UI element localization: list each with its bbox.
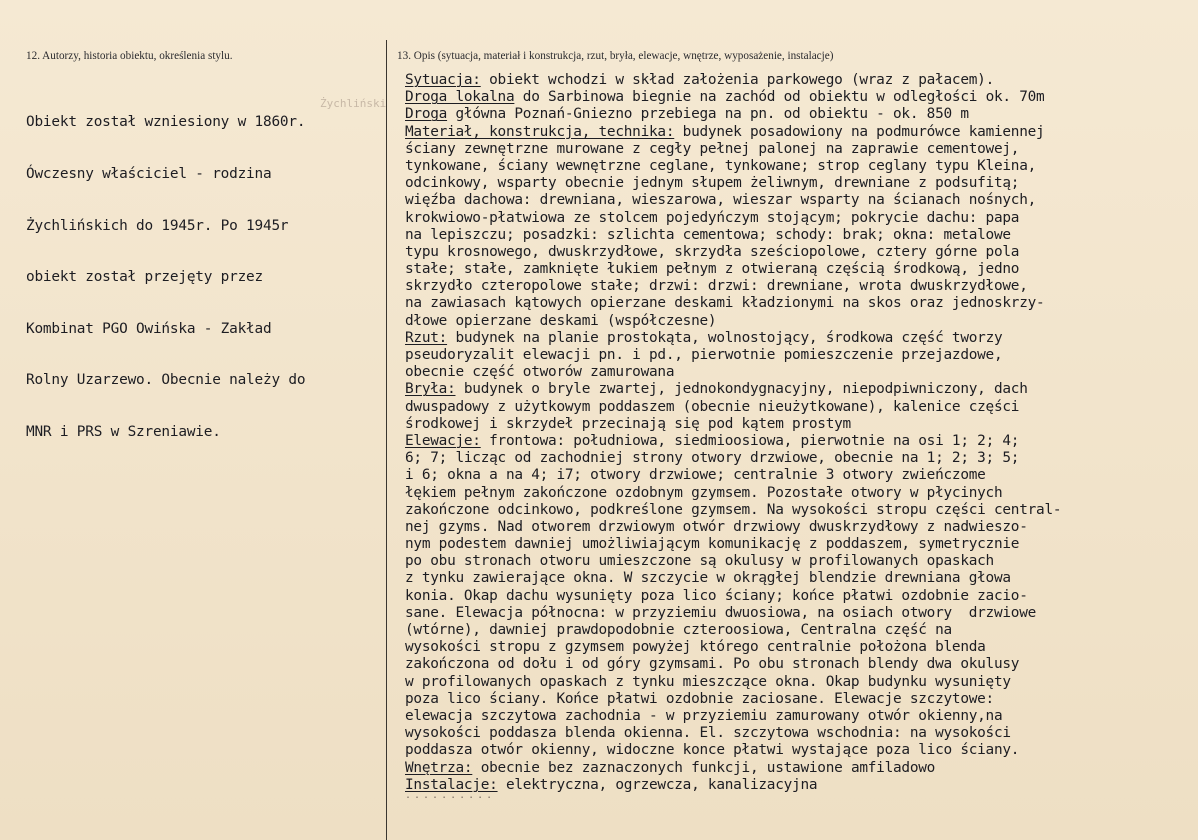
description-line	[405, 399, 1185, 416]
description-text-run: nej gzyms. Nad otworem drzwiowym otwór drzwiowy dwuskrzydłowy z nadwieszo-	[405, 518, 1028, 535]
description-line	[405, 381, 1185, 398]
description-line	[405, 313, 1185, 330]
authors-history-text	[26, 80, 366, 476]
dotted-leader: ..........	[405, 790, 496, 801]
description-line	[405, 330, 1185, 347]
description-text-run: zakończona od dołu i od góry gzymsami. Po obu stronach blendy dwa okulusy	[405, 656, 1020, 673]
description-line	[405, 553, 1185, 570]
description-line	[405, 347, 1185, 364]
description-line	[405, 210, 1185, 227]
description-text-run: na zawiasach kątowych opierzane deskami kładzionymi na skos oraz jednoskrzy-	[405, 295, 1045, 312]
section-12-heading: 12. Autorzy, historia obiektu, określenia stylu.	[26, 50, 233, 62]
description-line	[405, 536, 1185, 553]
section-label: Droga	[405, 106, 448, 123]
section-label: Materiał, konstrukcja, technika:	[405, 123, 675, 140]
description-text-run: więźba dachowa: drewniana, wieszarowa, wieszar wsparty na ścianach nośnych,	[405, 192, 1037, 209]
description-line	[405, 708, 1185, 725]
description-text-run: z tynku zawierające okna. W szczycie w okrągłej blendzie drewniana głowa	[405, 570, 1011, 587]
description-text-run: budynek posadowiony na podmurówce kamiennej	[674, 123, 1045, 140]
description-text-run: sane. Elewacja północna: w przyziemiu dwuosiowa, na osiach otwory drzwiowe	[405, 604, 1037, 621]
description-line	[405, 639, 1185, 656]
description-text-run: 6; 7; licząc od zachodniej strony otwory drzwiowe, obecnie na 1; 2; 3; 5;	[405, 450, 1020, 467]
description-line	[405, 725, 1185, 742]
description-line	[405, 760, 1185, 777]
section-label: Instalacje:	[405, 776, 498, 793]
description-line	[405, 656, 1185, 673]
description-text-run: odcinkowy, wsparty obecnie jednym słupem żeliwnym, drewniane z podsufitą;	[405, 175, 1020, 192]
column-divider	[386, 40, 387, 840]
description-text-run: typu krosnowego, dwuskrzydłowe, skrzydła sześciopolowe, cztery górne pola	[405, 243, 1020, 260]
description-line	[405, 244, 1185, 261]
description-text-run: stałe; stałe, zamknięte łukiem pełnym z otwieraną częścią środkową, jedno	[405, 261, 1020, 278]
left-line: Kombinat PGO Owińska - Zakład	[26, 320, 272, 337]
description-line	[405, 227, 1185, 244]
description-text-run: wysokości stropu z gzymsem powyżej którego centralnie położona blenda	[405, 639, 986, 656]
description-line	[405, 261, 1185, 278]
description-text-run: na lepiszczu; posadzki: szlichta cementowa; schody: brak; okna: metalowe	[405, 226, 1011, 243]
description-text-run: frontowa: południowa, siedmioosiowa, pierwotnie na osi 1; 2; 4;	[480, 432, 1020, 449]
description-text-run: środkowej i skrzydeł przecinają się pod kątem prostym	[405, 415, 851, 432]
description-text-run: dłowe opierzane deskami (współczesne)	[405, 312, 717, 329]
description-line	[405, 295, 1185, 312]
section-label: Bryła:	[405, 381, 456, 398]
description-text-run: obecnie część otworów zamurowana	[405, 364, 675, 381]
description-line	[405, 519, 1185, 536]
description-text-run: poza lico ściany. Końce płatwi ozdobnie zaciosane. Elewacje szczytowe:	[405, 690, 994, 707]
left-line: Rolny Uzarzewo. Obecnie należy do	[26, 372, 306, 389]
description-line	[405, 777, 1185, 794]
description-line	[405, 89, 1185, 106]
description-text-run: ściany zewnętrzne murowane z cegły pełnej palonej na zaprawie cementowej,	[405, 140, 1020, 157]
description-text-run: do Sarbinowa biegnie na zachód od obiektu w odległości ok. 70m	[514, 89, 1045, 106]
section-label: Sytuacja:	[405, 72, 481, 88]
description-text-run: budynek na planie prostokąta, wolnostojący, środkowa część tworzy	[447, 329, 1003, 346]
description-line	[405, 467, 1185, 484]
description-text-run: obiekt wchodzi w skład założenia parkowego (wraz z pałacem).	[480, 72, 994, 88]
description-line	[405, 124, 1185, 141]
description-line	[405, 141, 1185, 158]
description-line	[405, 433, 1185, 450]
description-line	[405, 72, 1185, 89]
description-text-run: elektryczna, ogrzewcza, kanalizacyjna	[497, 776, 818, 793]
description-text-run: (wtórne), dawniej prawdopodobnie czteroosiowa, Centralna część na	[405, 622, 952, 638]
description-text-run: pseudoryzalit elewacji pn. i pd., pierwotnie pomieszczenie przejazdowe,	[405, 347, 1003, 363]
description-text-run: tynkowane, ściany wewnętrzne ceglane, tynkowane; strop ceglany typu Kleina,	[405, 157, 1037, 174]
description-text-run: wysokości poddasza blenda okienna. El. szczytowa wschodnia: na wysokości	[405, 725, 1011, 742]
section-label: Droga lokalna	[405, 89, 515, 106]
left-line: Obiekt został wzniesiony w 1860r.	[26, 114, 306, 131]
description-text-run: konia. Okap dachu wysunięty poza lico ściany; końce płatwi ozdobnie zacio-	[405, 587, 1028, 604]
left-line: Ówczesny właściciel - rodzina	[26, 166, 272, 183]
left-line: Żychlińskich do 1945r. Po 1945r	[26, 217, 289, 234]
description-text-run: skrzydło czteropolowe stałe; drzwi: drzwi: drewniane, wrota dwuskrzydłowe,	[405, 278, 1028, 295]
description-text-run: w profilowanych opaskach z tynku mieszczące okna. Okap budynku wysunięty	[405, 673, 1011, 690]
description-line	[405, 485, 1185, 502]
description-line	[405, 622, 1185, 639]
faded-overprint: Żychliński	[320, 97, 387, 110]
description-line	[405, 674, 1185, 691]
description-line	[405, 175, 1185, 192]
description-text-run: obecnie bez zaznaczonych funkcji, ustawione amfiladowo	[472, 759, 936, 776]
description-text	[405, 72, 1185, 794]
section-13-heading: 13. Opis (sytuacja, materiał i konstrukcja, rzut, bryła, elewacje, wnętrze, wyposażenie, instalacje)	[397, 50, 834, 62]
description-line	[405, 278, 1185, 295]
description-text-run: elewacja szczytowa zachodnia - w przyziemiu zamurowany otwór okienny,na	[405, 707, 1003, 724]
description-line	[405, 106, 1185, 123]
description-text-run: krokwiowo-płatwiowa ze stolcem pojedyńczym stojącym; pokrycie dachu: papa	[405, 209, 1020, 226]
section-label: Rzut:	[405, 329, 448, 346]
left-line: MNR i PRS w Szreniawie.	[26, 424, 221, 441]
description-line	[405, 450, 1185, 467]
left-line: obiekt został przejęty przez	[26, 269, 263, 286]
description-line	[405, 588, 1185, 605]
description-line	[405, 742, 1185, 759]
section-label: Elewacje:	[405, 432, 481, 449]
description-text-run: zakończone odcinkowo, podkreślone gzymsem. Na wysokości stropu części central-	[405, 501, 1062, 518]
description-line	[405, 192, 1185, 209]
description-text-run: i 6; okna a na 4; i7; otwory drzwiowe; centralnie 3 otwory zwieńczome	[405, 467, 986, 484]
description-line	[405, 158, 1185, 175]
description-text-run: po obu stronach otworu umieszczone są okulusy w profilowanych opaskach	[405, 553, 994, 570]
description-line	[405, 691, 1185, 708]
description-text-run: dwuspadowy z użytkowym poddaszem (obecnie nieużytkowane), kalenice części	[405, 398, 1020, 415]
description-line	[405, 364, 1185, 381]
description-text-run: poddasza otwór okienny, widoczne konce płatwi wystające poza lico ściany.	[405, 742, 1020, 759]
section-label: Wnętrza:	[405, 759, 473, 776]
description-text-run: łękiem pełnym zakończone ozdobnym gzymsem. Pozostałe otwory w płycinych	[405, 484, 1003, 501]
description-line	[405, 605, 1185, 622]
description-text-run: nym podestem dawniej umożliwiającym komunikację z poddaszem, symetrycznie	[405, 536, 1020, 553]
description-line	[405, 570, 1185, 587]
description-text-run: główna Poznań-Gniezno przebiega na pn. od obiektu - ok. 850 m	[447, 106, 969, 123]
description-text-run: budynek o bryle zwartej, jednokondygnacyjny, niepodpiwniczony, dach	[455, 381, 1028, 398]
description-line	[405, 502, 1185, 519]
description-line	[405, 416, 1185, 433]
